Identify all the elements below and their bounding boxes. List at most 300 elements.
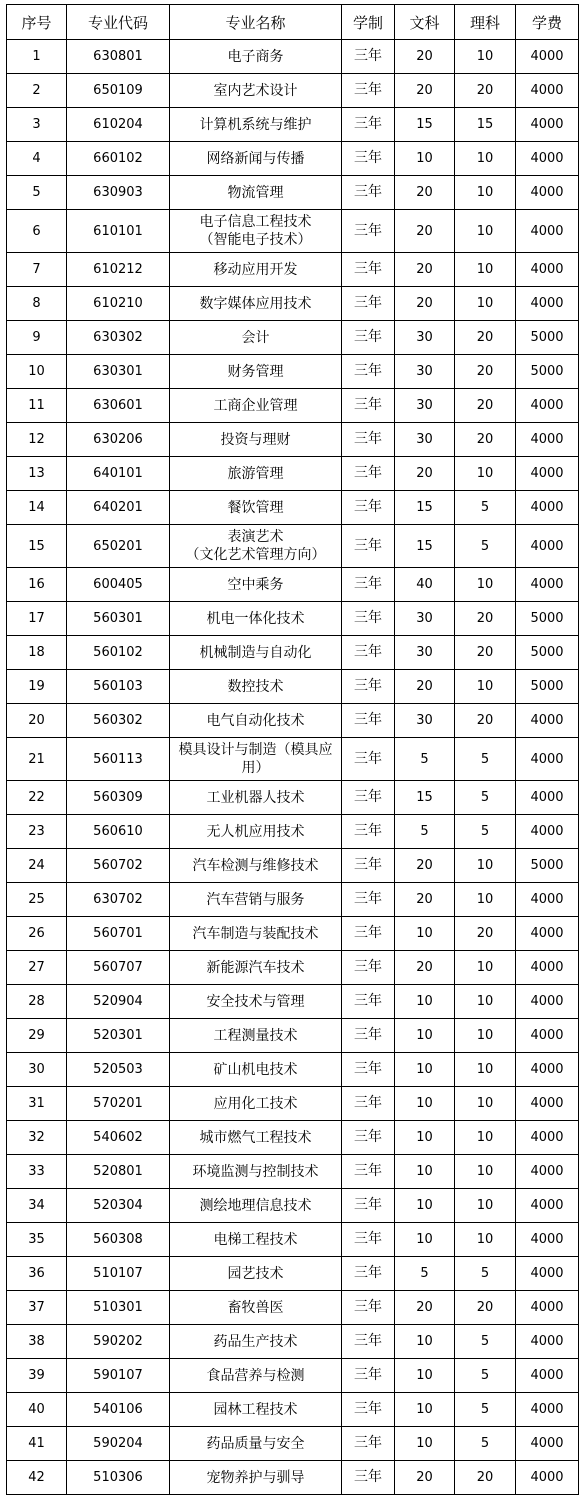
cell-science-quota: 10 xyxy=(455,1019,516,1053)
cell-index: 5 xyxy=(7,176,67,210)
cell-science-quota: 5 xyxy=(455,738,516,781)
cell-arts-quota: 10 xyxy=(395,1325,455,1359)
cell-duration: 三年 xyxy=(342,210,395,253)
cell-tuition: 4000 xyxy=(516,1427,579,1461)
cell-code: 520301 xyxy=(67,1019,170,1053)
cell-arts-quota: 10 xyxy=(395,1359,455,1393)
cell-index: 26 xyxy=(7,917,67,951)
cell-tuition: 4000 xyxy=(516,389,579,423)
cell-tuition: 4000 xyxy=(516,568,579,602)
cell-code: 560308 xyxy=(67,1223,170,1257)
cell-name: 矿山机电技术 xyxy=(170,1053,342,1087)
cell-science-quota: 10 xyxy=(455,142,516,176)
cell-index: 37 xyxy=(7,1291,67,1325)
cell-tuition: 5000 xyxy=(516,602,579,636)
cell-code: 560103 xyxy=(67,670,170,704)
cell-name: 室内艺术设计 xyxy=(170,74,342,108)
cell-tuition: 4000 xyxy=(516,1461,579,1495)
cell-name: 表演艺术 （文化艺术管理方向） xyxy=(170,525,342,568)
cell-code: 650201 xyxy=(67,525,170,568)
cell-code: 610204 xyxy=(67,108,170,142)
table-row xyxy=(7,457,579,491)
cell-tuition: 4000 xyxy=(516,491,579,525)
cell-science-quota: 10 xyxy=(455,670,516,704)
cell-index: 42 xyxy=(7,1461,67,1495)
table-row xyxy=(7,602,579,636)
cell-science-quota: 20 xyxy=(455,1291,516,1325)
table-row xyxy=(7,74,579,108)
table-row xyxy=(7,670,579,704)
cell-name: 电子信息工程技术 （智能电子技术） xyxy=(170,210,342,253)
cell-science-quota: 10 xyxy=(455,457,516,491)
cell-science-quota: 10 xyxy=(455,568,516,602)
table-row xyxy=(7,1189,579,1223)
cell-index: 36 xyxy=(7,1257,67,1291)
cell-name: 药品生产技术 xyxy=(170,1325,342,1359)
cell-index: 4 xyxy=(7,142,67,176)
cell-science-quota: 5 xyxy=(455,1393,516,1427)
cell-arts-quota: 10 xyxy=(395,1393,455,1427)
cell-index: 15 xyxy=(7,525,67,568)
cell-duration: 三年 xyxy=(342,423,395,457)
cell-duration: 三年 xyxy=(342,74,395,108)
cell-science-quota: 10 xyxy=(455,253,516,287)
cell-duration: 三年 xyxy=(342,142,395,176)
cell-duration: 三年 xyxy=(342,1019,395,1053)
cell-science-quota: 20 xyxy=(455,355,516,389)
cell-arts-quota: 20 xyxy=(395,253,455,287)
cell-name: 新能源汽车技术 xyxy=(170,951,342,985)
cell-science-quota: 10 xyxy=(455,1053,516,1087)
table-row xyxy=(7,321,579,355)
cell-duration: 三年 xyxy=(342,457,395,491)
table-row xyxy=(7,738,579,781)
cell-science-quota: 10 xyxy=(455,1121,516,1155)
cell-arts-quota: 20 xyxy=(395,40,455,74)
cell-code: 640201 xyxy=(67,491,170,525)
cell-science-quota: 10 xyxy=(455,287,516,321)
cell-arts-quota: 20 xyxy=(395,74,455,108)
table-row xyxy=(7,423,579,457)
cell-science-quota: 5 xyxy=(455,1257,516,1291)
cell-duration: 三年 xyxy=(342,1291,395,1325)
cell-code: 560701 xyxy=(67,917,170,951)
table-row xyxy=(7,1019,579,1053)
cell-index: 14 xyxy=(7,491,67,525)
cell-duration: 三年 xyxy=(342,1359,395,1393)
cell-name: 环境监测与控制技术 xyxy=(170,1155,342,1189)
cell-tuition: 4000 xyxy=(516,1223,579,1257)
cell-name: 电子商务 xyxy=(170,40,342,74)
cell-arts-quota: 5 xyxy=(395,1257,455,1291)
table-row xyxy=(7,1257,579,1291)
header-code: 专业代码 xyxy=(67,5,170,40)
table-row xyxy=(7,636,579,670)
cell-tuition: 4000 xyxy=(516,1121,579,1155)
table-row xyxy=(7,1053,579,1087)
cell-index: 12 xyxy=(7,423,67,457)
cell-tuition: 4000 xyxy=(516,287,579,321)
cell-arts-quota: 20 xyxy=(395,1291,455,1325)
table-row xyxy=(7,108,579,142)
cell-science-quota: 20 xyxy=(455,423,516,457)
cell-duration: 三年 xyxy=(342,1189,395,1223)
cell-name: 计算机系统与维护 xyxy=(170,108,342,142)
table-row xyxy=(7,1223,579,1257)
cell-arts-quota: 10 xyxy=(395,917,455,951)
cell-arts-quota: 20 xyxy=(395,951,455,985)
cell-name: 数控技术 xyxy=(170,670,342,704)
cell-tuition: 4000 xyxy=(516,1189,579,1223)
cell-code: 650109 xyxy=(67,74,170,108)
cell-index: 23 xyxy=(7,815,67,849)
cell-duration: 三年 xyxy=(342,951,395,985)
cell-duration: 三年 xyxy=(342,602,395,636)
cell-science-quota: 5 xyxy=(455,1325,516,1359)
table-row xyxy=(7,525,579,568)
cell-name: 工程测量技术 xyxy=(170,1019,342,1053)
cell-tuition: 4000 xyxy=(516,210,579,253)
cell-science-quota: 5 xyxy=(455,491,516,525)
cell-science-quota: 10 xyxy=(455,883,516,917)
cell-name: 机械制造与自动化 xyxy=(170,636,342,670)
cell-duration: 三年 xyxy=(342,40,395,74)
cell-duration: 三年 xyxy=(342,1257,395,1291)
cell-science-quota: 20 xyxy=(455,1461,516,1495)
cell-tuition: 4000 xyxy=(516,176,579,210)
table-row xyxy=(7,253,579,287)
cell-science-quota: 20 xyxy=(455,704,516,738)
cell-duration: 三年 xyxy=(342,491,395,525)
cell-science-quota: 5 xyxy=(455,1359,516,1393)
cell-name: 测绘地理信息技术 xyxy=(170,1189,342,1223)
cell-code: 560309 xyxy=(67,781,170,815)
cell-science-quota: 20 xyxy=(455,321,516,355)
cell-arts-quota: 15 xyxy=(395,781,455,815)
cell-tuition: 4000 xyxy=(516,1087,579,1121)
table-row xyxy=(7,210,579,253)
cell-code: 560301 xyxy=(67,602,170,636)
table-row xyxy=(7,849,579,883)
cell-tuition: 4000 xyxy=(516,423,579,457)
cell-science-quota: 20 xyxy=(455,389,516,423)
cell-name: 会计 xyxy=(170,321,342,355)
cell-tuition: 4000 xyxy=(516,1393,579,1427)
table-row xyxy=(7,1155,579,1189)
cell-arts-quota: 30 xyxy=(395,636,455,670)
cell-name: 工商企业管理 xyxy=(170,389,342,423)
cell-code: 630903 xyxy=(67,176,170,210)
cell-index: 2 xyxy=(7,74,67,108)
table-row xyxy=(7,389,579,423)
majors-table xyxy=(6,4,579,1495)
cell-tuition: 4000 xyxy=(516,108,579,142)
table-row xyxy=(7,1427,579,1461)
cell-science-quota: 10 xyxy=(455,1155,516,1189)
cell-duration: 三年 xyxy=(342,321,395,355)
cell-index: 17 xyxy=(7,602,67,636)
cell-science-quota: 10 xyxy=(455,1087,516,1121)
cell-duration: 三年 xyxy=(342,1121,395,1155)
cell-arts-quota: 5 xyxy=(395,738,455,781)
cell-tuition: 4000 xyxy=(516,1359,579,1393)
cell-arts-quota: 10 xyxy=(395,1053,455,1087)
cell-science-quota: 10 xyxy=(455,985,516,1019)
cell-science-quota: 10 xyxy=(455,1223,516,1257)
cell-index: 28 xyxy=(7,985,67,1019)
cell-code: 520801 xyxy=(67,1155,170,1189)
cell-index: 32 xyxy=(7,1121,67,1155)
cell-arts-quota: 30 xyxy=(395,704,455,738)
cell-name: 园林工程技术 xyxy=(170,1393,342,1427)
cell-tuition: 4000 xyxy=(516,985,579,1019)
cell-code: 520304 xyxy=(67,1189,170,1223)
cell-index: 13 xyxy=(7,457,67,491)
cell-tuition: 5000 xyxy=(516,849,579,883)
cell-index: 30 xyxy=(7,1053,67,1087)
cell-code: 540602 xyxy=(67,1121,170,1155)
cell-name: 汽车制造与装配技术 xyxy=(170,917,342,951)
cell-science-quota: 10 xyxy=(455,849,516,883)
header-science-quota: 理科 xyxy=(455,5,516,40)
cell-name: 应用化工技术 xyxy=(170,1087,342,1121)
table-row xyxy=(7,1359,579,1393)
cell-code: 630702 xyxy=(67,883,170,917)
cell-tuition: 5000 xyxy=(516,636,579,670)
cell-tuition: 5000 xyxy=(516,355,579,389)
cell-tuition: 4000 xyxy=(516,74,579,108)
cell-tuition: 4000 xyxy=(516,253,579,287)
cell-science-quota: 10 xyxy=(455,951,516,985)
cell-index: 11 xyxy=(7,389,67,423)
cell-duration: 三年 xyxy=(342,108,395,142)
cell-duration: 三年 xyxy=(342,883,395,917)
cell-science-quota: 5 xyxy=(455,1427,516,1461)
cell-arts-quota: 15 xyxy=(395,491,455,525)
table-row xyxy=(7,883,579,917)
cell-science-quota: 5 xyxy=(455,781,516,815)
cell-name: 网络新闻与传播 xyxy=(170,142,342,176)
table-header-row xyxy=(7,5,579,40)
cell-arts-quota: 15 xyxy=(395,108,455,142)
cell-tuition: 4000 xyxy=(516,1291,579,1325)
cell-name: 宠物养护与驯导 xyxy=(170,1461,342,1495)
cell-code: 590202 xyxy=(67,1325,170,1359)
cell-code: 630601 xyxy=(67,389,170,423)
cell-name: 模具设计与制造（模具应用） xyxy=(170,738,342,781)
cell-arts-quota: 10 xyxy=(395,1121,455,1155)
cell-duration: 三年 xyxy=(342,176,395,210)
cell-name: 畜牧兽医 xyxy=(170,1291,342,1325)
cell-duration: 三年 xyxy=(342,1223,395,1257)
cell-science-quota: 5 xyxy=(455,525,516,568)
cell-name: 安全技术与管理 xyxy=(170,985,342,1019)
cell-index: 27 xyxy=(7,951,67,985)
cell-name: 机电一体化技术 xyxy=(170,602,342,636)
cell-tuition: 4000 xyxy=(516,781,579,815)
cell-name: 投资与理财 xyxy=(170,423,342,457)
cell-index: 16 xyxy=(7,568,67,602)
cell-science-quota: 20 xyxy=(455,917,516,951)
table-row xyxy=(7,355,579,389)
cell-index: 6 xyxy=(7,210,67,253)
table-row xyxy=(7,917,579,951)
cell-code: 630302 xyxy=(67,321,170,355)
cell-name: 电气自动化技术 xyxy=(170,704,342,738)
cell-name: 财务管理 xyxy=(170,355,342,389)
cell-code: 630801 xyxy=(67,40,170,74)
table-row xyxy=(7,40,579,74)
cell-name: 汽车检测与维修技术 xyxy=(170,849,342,883)
admissions-table-container xyxy=(6,4,579,1495)
cell-arts-quota: 40 xyxy=(395,568,455,602)
cell-tuition: 4000 xyxy=(516,917,579,951)
header-tuition: 学费 xyxy=(516,5,579,40)
cell-code: 590204 xyxy=(67,1427,170,1461)
table-row xyxy=(7,1461,579,1495)
cell-duration: 三年 xyxy=(342,670,395,704)
cell-code: 570201 xyxy=(67,1087,170,1121)
cell-tuition: 4000 xyxy=(516,1257,579,1291)
cell-index: 18 xyxy=(7,636,67,670)
cell-duration: 三年 xyxy=(342,1325,395,1359)
cell-name: 餐饮管理 xyxy=(170,491,342,525)
cell-name: 汽车营销与服务 xyxy=(170,883,342,917)
cell-index: 31 xyxy=(7,1087,67,1121)
cell-duration: 三年 xyxy=(342,849,395,883)
cell-science-quota: 10 xyxy=(455,40,516,74)
table-row xyxy=(7,1087,579,1121)
cell-arts-quota: 30 xyxy=(395,602,455,636)
cell-code: 630206 xyxy=(67,423,170,457)
cell-arts-quota: 30 xyxy=(395,321,455,355)
cell-tuition: 4000 xyxy=(516,1325,579,1359)
cell-code: 660102 xyxy=(67,142,170,176)
cell-code: 560610 xyxy=(67,815,170,849)
table-row xyxy=(7,1291,579,1325)
cell-index: 38 xyxy=(7,1325,67,1359)
table-row xyxy=(7,704,579,738)
cell-index: 25 xyxy=(7,883,67,917)
cell-index: 22 xyxy=(7,781,67,815)
cell-code: 560707 xyxy=(67,951,170,985)
cell-index: 24 xyxy=(7,849,67,883)
cell-code: 510107 xyxy=(67,1257,170,1291)
table-row xyxy=(7,1325,579,1359)
cell-code: 610101 xyxy=(67,210,170,253)
cell-arts-quota: 20 xyxy=(395,457,455,491)
cell-science-quota: 10 xyxy=(455,210,516,253)
cell-arts-quota: 20 xyxy=(395,1461,455,1495)
cell-science-quota: 10 xyxy=(455,176,516,210)
cell-arts-quota: 30 xyxy=(395,355,455,389)
cell-name: 食品营养与检测 xyxy=(170,1359,342,1393)
cell-index: 34 xyxy=(7,1189,67,1223)
cell-duration: 三年 xyxy=(342,355,395,389)
cell-arts-quota: 10 xyxy=(395,1189,455,1223)
cell-code: 630301 xyxy=(67,355,170,389)
cell-duration: 三年 xyxy=(342,1427,395,1461)
cell-name: 工业机器人技术 xyxy=(170,781,342,815)
cell-tuition: 4000 xyxy=(516,40,579,74)
cell-arts-quota: 20 xyxy=(395,883,455,917)
table-row xyxy=(7,491,579,525)
cell-duration: 三年 xyxy=(342,738,395,781)
cell-duration: 三年 xyxy=(342,389,395,423)
cell-code: 640101 xyxy=(67,457,170,491)
cell-code: 560113 xyxy=(67,738,170,781)
cell-science-quota: 20 xyxy=(455,636,516,670)
cell-index: 21 xyxy=(7,738,67,781)
cell-index: 39 xyxy=(7,1359,67,1393)
cell-index: 1 xyxy=(7,40,67,74)
cell-duration: 三年 xyxy=(342,525,395,568)
cell-name: 无人机应用技术 xyxy=(170,815,342,849)
cell-duration: 三年 xyxy=(342,1461,395,1495)
cell-code: 610212 xyxy=(67,253,170,287)
cell-name: 数字媒体应用技术 xyxy=(170,287,342,321)
cell-arts-quota: 20 xyxy=(395,176,455,210)
cell-arts-quota: 10 xyxy=(395,1019,455,1053)
cell-science-quota: 20 xyxy=(455,74,516,108)
cell-tuition: 4000 xyxy=(516,815,579,849)
cell-name: 电梯工程技术 xyxy=(170,1223,342,1257)
cell-duration: 三年 xyxy=(342,636,395,670)
cell-index: 10 xyxy=(7,355,67,389)
cell-duration: 三年 xyxy=(342,704,395,738)
cell-arts-quota: 20 xyxy=(395,670,455,704)
table-row xyxy=(7,815,579,849)
cell-index: 3 xyxy=(7,108,67,142)
cell-code: 610210 xyxy=(67,287,170,321)
cell-name: 园艺技术 xyxy=(170,1257,342,1291)
table-row xyxy=(7,142,579,176)
cell-code: 540106 xyxy=(67,1393,170,1427)
cell-duration: 三年 xyxy=(342,287,395,321)
table-row xyxy=(7,985,579,1019)
cell-arts-quota: 20 xyxy=(395,210,455,253)
cell-index: 35 xyxy=(7,1223,67,1257)
table-row xyxy=(7,568,579,602)
cell-tuition: 4000 xyxy=(516,525,579,568)
table-body xyxy=(7,40,579,1495)
cell-duration: 三年 xyxy=(342,781,395,815)
cell-index: 8 xyxy=(7,287,67,321)
table-row xyxy=(7,781,579,815)
cell-name: 药品质量与安全 xyxy=(170,1427,342,1461)
table-row xyxy=(7,287,579,321)
cell-duration: 三年 xyxy=(342,1155,395,1189)
cell-tuition: 4000 xyxy=(516,951,579,985)
cell-name: 物流管理 xyxy=(170,176,342,210)
cell-index: 41 xyxy=(7,1427,67,1461)
cell-code: 560702 xyxy=(67,849,170,883)
cell-duration: 三年 xyxy=(342,1053,395,1087)
cell-tuition: 4000 xyxy=(516,883,579,917)
cell-tuition: 4000 xyxy=(516,142,579,176)
cell-index: 29 xyxy=(7,1019,67,1053)
cell-arts-quota: 10 xyxy=(395,985,455,1019)
cell-code: 560302 xyxy=(67,704,170,738)
cell-code: 520904 xyxy=(67,985,170,1019)
cell-arts-quota: 15 xyxy=(395,525,455,568)
cell-code: 590107 xyxy=(67,1359,170,1393)
cell-code: 510306 xyxy=(67,1461,170,1495)
cell-code: 560102 xyxy=(67,636,170,670)
table-row xyxy=(7,951,579,985)
header-index: 序号 xyxy=(7,5,67,40)
cell-tuition: 5000 xyxy=(516,670,579,704)
